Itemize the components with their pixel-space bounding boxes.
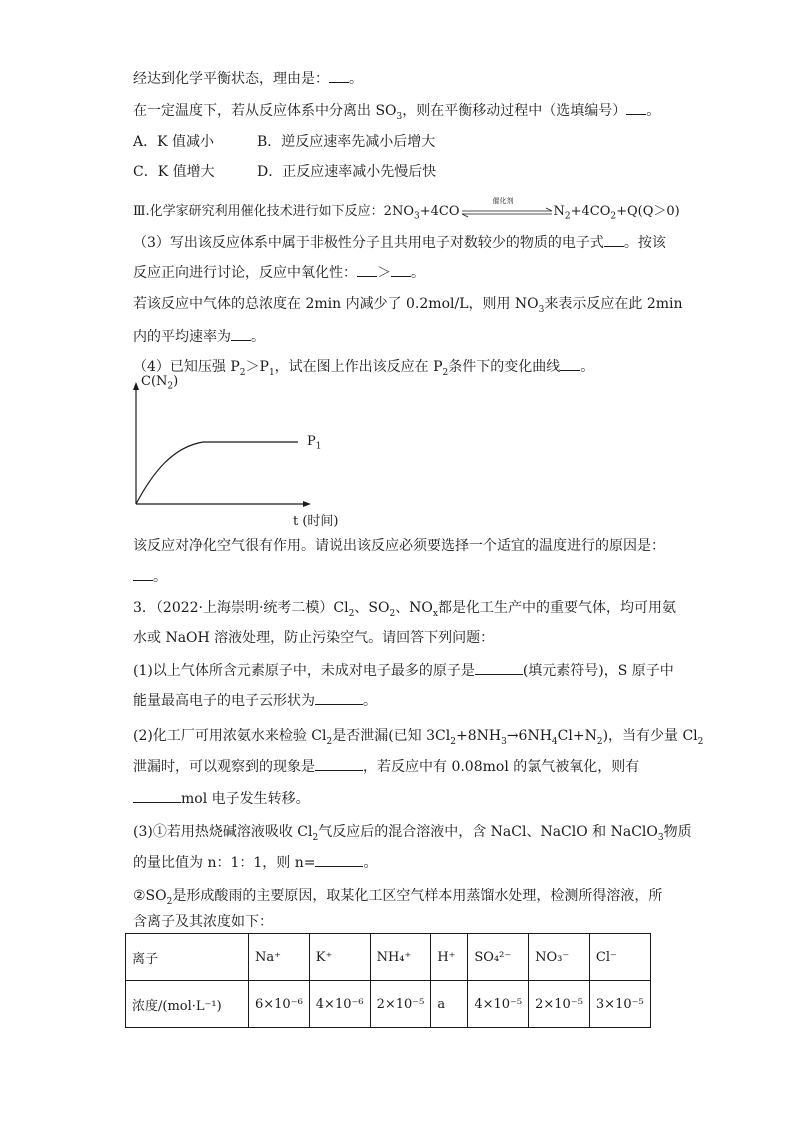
answer-blank[interactable] bbox=[626, 100, 646, 115]
text-line: 泄漏时，可以观察到的现象是 ，若反应中有 0.08mol 的氯气被氧化，则有 bbox=[133, 756, 639, 777]
answer-blank[interactable] bbox=[315, 756, 363, 771]
text-line: mol 电子发生转移。 bbox=[133, 788, 310, 809]
text-line: 该反应对净化空气很有作用。请说出该反应必须要选择一个适宜的温度进行的原因是： bbox=[133, 538, 665, 554]
curve-label: $P_1$ bbox=[307, 434, 322, 452]
answer-blank[interactable] bbox=[357, 262, 377, 277]
option-row bbox=[133, 162, 436, 182]
option-b: B．逆反应速率先减小后增大 bbox=[257, 134, 436, 150]
option-a: A．K 值减小 bbox=[133, 134, 215, 150]
option-row bbox=[133, 132, 435, 152]
answer-blank[interactable] bbox=[231, 326, 251, 341]
x-axis-label: t (时间) bbox=[293, 514, 339, 529]
text-line: 在一定温度下，若从反应体系中分离出 $SO_3$，则在平衡移动过程中（选填编号） 。 bbox=[133, 100, 660, 127]
text-line: （4）已知压强 $P_2>P_1$，试在图上作出该反应在 $P_2$条件下的变化曲线 。 bbox=[133, 356, 594, 383]
reaction-equation: Ⅲ.化学家研究利用催化技术进行如下反应：$2NO_3+4CO$ 催化剂 $N_2+4CO_2+Q(Q>0)$ bbox=[133, 196, 680, 222]
table-cell: 4×10⁻⁶ bbox=[309, 981, 370, 1028]
answer-blank[interactable] bbox=[560, 356, 580, 371]
table-cell: Na⁺ bbox=[249, 934, 310, 981]
table-cell: Cl⁻ bbox=[589, 934, 650, 981]
table-cell: 2×10⁻⁵ bbox=[529, 981, 590, 1028]
option-c: C．K 值增大 bbox=[133, 164, 215, 180]
concentration-time-graph[interactable] bbox=[133, 374, 373, 532]
table-cell: 6×10⁻⁶ bbox=[249, 981, 310, 1028]
table-cell: H⁺ bbox=[431, 934, 468, 981]
y-axis-label: $C(N_2)$ bbox=[141, 374, 179, 392]
table-cell: SO₄²⁻ bbox=[468, 934, 529, 981]
option-d: D．正反应速率减小先慢后快 bbox=[257, 164, 437, 180]
table-cell: 2×10⁻⁵ bbox=[370, 981, 431, 1028]
text-line: （3）写出该反应体系中属于非极性分子且共用电子对数较少的物质的电子式 。按该 bbox=[133, 232, 666, 253]
text-line: 能量最高电子的电子云形状为 。 bbox=[133, 690, 377, 711]
answer-blank[interactable] bbox=[315, 690, 363, 705]
table-cell: 离子 bbox=[126, 934, 249, 981]
catalyst-label: 催化剂 bbox=[492, 196, 514, 205]
table-row bbox=[126, 981, 651, 1028]
question-heading: 3．（2022·上海崇明·统考二模）$Cl_2$、$SO_2$、$NO_x$都是化工生产中的重要气体，均可用氨 bbox=[133, 600, 676, 619]
p1-curve bbox=[136, 442, 298, 504]
table-cell: a bbox=[431, 981, 468, 1028]
text-line: (3)①若用热烧碱溶液吸收 $Cl_2$气反应后的混合溶液中，含 NaCl、NaClO 和 NaClO$_3$物质 bbox=[133, 824, 692, 843]
table-cell: K⁺ bbox=[309, 934, 370, 981]
text-line: 若该反应中气体的总浓度在 2min 内减少了 0.2mol/L，则用 $NO_3$来表示反应在此 2min bbox=[133, 296, 683, 315]
text-line: 水或 NaOH 溶液处理，防止污染空气。请回答下列问题： bbox=[133, 630, 495, 646]
answer-blank[interactable] bbox=[133, 788, 181, 803]
table-cell: NO₃⁻ bbox=[529, 934, 590, 981]
table-cell: 3×10⁻⁵ bbox=[589, 981, 650, 1028]
text-line: 含离子及其浓度如下： bbox=[133, 914, 273, 930]
x-axis-arrow-icon bbox=[303, 501, 311, 507]
y-axis-arrow-icon bbox=[133, 382, 139, 390]
answer-blank[interactable] bbox=[475, 660, 523, 675]
table-header-row bbox=[126, 934, 651, 981]
text-line: 经达到化学平衡状态，理由是： 。 bbox=[133, 68, 363, 89]
text-line: 反应正向进行讨论，反应中氧化性： ＞ 。 bbox=[133, 262, 425, 283]
text-line: 。 bbox=[133, 566, 167, 587]
text-line: (2)化工厂可用浓氨水来检验 $Cl_2$是否泄漏(已知 $3Cl_2+8NH_3\to 6NH_4Cl+N_2$)，当有少量 $Cl_2$ bbox=[133, 728, 704, 747]
table-cell: 浓度/(mol·L⁻¹) bbox=[126, 981, 249, 1028]
table-cell: 4×10⁻⁵ bbox=[468, 981, 529, 1028]
answer-blank[interactable] bbox=[391, 262, 411, 277]
table-cell: NH₄⁺ bbox=[370, 934, 431, 981]
answer-blank[interactable] bbox=[315, 852, 363, 867]
answer-blank[interactable] bbox=[133, 566, 153, 581]
text-line: (1)以上气体所含元素原子中，未成对电子最多的原子是 (填元素符号)，S 原子中 bbox=[133, 660, 674, 681]
answer-blank[interactable] bbox=[604, 232, 624, 247]
ion-concentration-table bbox=[125, 933, 651, 1028]
answer-blank[interactable] bbox=[329, 68, 349, 83]
text-line: 内的平均速率为 。 bbox=[133, 326, 265, 347]
text-line: $②SO_2$是形成酸雨的主要原因，取某化工区空气样本用蒸馏水处理，检测所得溶液，所 bbox=[133, 888, 663, 907]
text-line: 的量比值为 n：1：1，则 n= 。 bbox=[133, 852, 377, 873]
reversible-arrow-icon bbox=[460, 196, 554, 219]
